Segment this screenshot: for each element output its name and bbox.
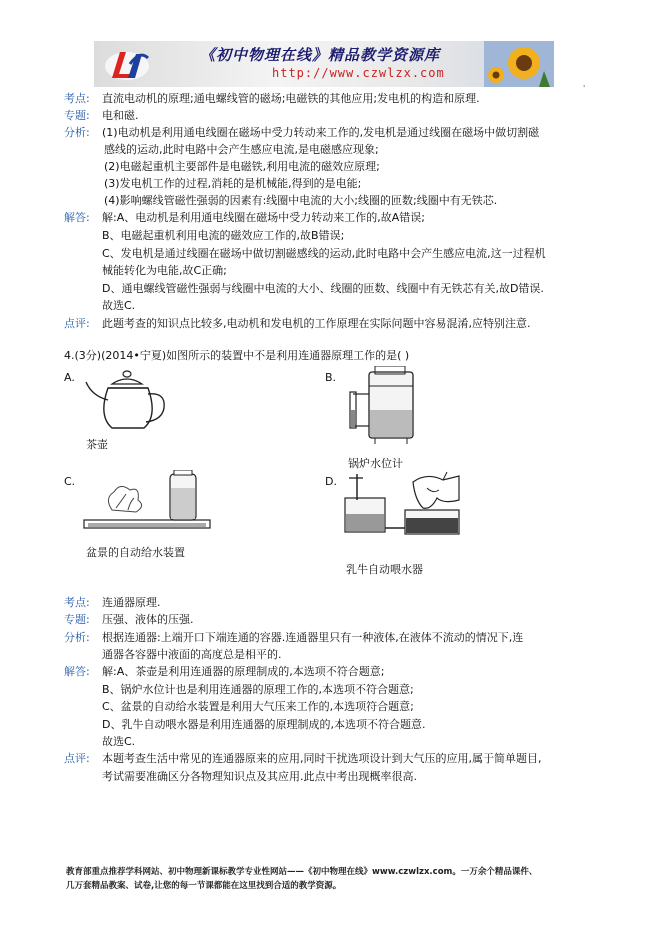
- q3-jieda-line: B、电磁起重机利用电流的磁效应工作的,故B错误;: [102, 229, 345, 242]
- q3-kaodian-row: [64, 92, 480, 106]
- q3-fenxi-line: (4)影响螺线管磁性强弱的因素有:线圈中电流的大小;线圈的匝数;线圈中有无铁芯.: [104, 194, 498, 207]
- q4-zhuanti-row: [64, 613, 194, 627]
- teapot-icon: [82, 366, 192, 436]
- q4-zhuanti-text: 压强、液体的压强.: [102, 613, 194, 626]
- option-b-caption: 锅炉水位计: [348, 457, 403, 470]
- fenxi-label: 分析:: [64, 631, 90, 644]
- q3-fenxi-line: (2)电磁起重机主要部件是电磁铁,利用电流的磁效应原理;: [104, 160, 380, 173]
- dianping-label: 点评:: [64, 752, 90, 765]
- q3-fenxi-line: 感线的运动,此时电路中会产生感应电流,是电磁感应现象;: [104, 143, 379, 156]
- dianping-label: 点评:: [64, 317, 90, 330]
- q4-jieda-line: D、乳牛自动喂水器是利用连通器的原理制成的,本选项不符合题意.: [102, 718, 426, 731]
- boiler-gauge-icon: [345, 366, 425, 446]
- q4-question: 4.(3分)(2014•宁夏)如图所示的装置中不是利用连通器原理工作的是( ): [64, 349, 410, 362]
- sunflower-icon: [484, 41, 554, 87]
- fenxi-label: 分析:: [64, 126, 90, 139]
- header-banner: [94, 41, 554, 87]
- q3-dianping-row: [64, 317, 531, 331]
- q4-fenxi-line: 根据连通器:上端开口下端连通的容器.连通器里只有一种液体,在液体不流动的情况下,连: [102, 631, 524, 644]
- footer-line: 教育部重点推荐学科网站、初中物理新课标教学专业性网站——《初中物理在线》www.czwlzx.com。一万余个精品课件、: [66, 867, 538, 877]
- q3-fenxi-line: (3)发电机工作的过程,消耗的是机械能,得到的是电能;: [104, 177, 362, 190]
- q3-zhuanti-text: 电和磁.: [102, 109, 139, 122]
- q3-jieda-line: 解:A、电动机是利用通电线圈在磁场中受力转动来工作的,故A错误;: [102, 211, 425, 224]
- kaodian-label: 考点:: [64, 92, 90, 105]
- option-d-letter: D.: [325, 475, 337, 488]
- option-c-caption: 盆景的自动给水装置: [86, 546, 185, 559]
- q4-fenxi-line: 通器各容器中液面的高度总是相平的.: [102, 648, 282, 661]
- jieda-label: 解答:: [64, 211, 90, 224]
- q3-fenxi-row: [64, 126, 539, 140]
- q4-jieda-row: [64, 665, 384, 679]
- option-c-letter: C.: [64, 475, 76, 488]
- q4-fenxi-row: [64, 631, 523, 645]
- q4-jieda-line: 故选C.: [102, 735, 136, 748]
- cow-water-feeder-icon: [343, 470, 463, 540]
- q4-kaodian-text: 连通器原理.: [102, 596, 161, 609]
- site-logo-icon: [102, 44, 152, 84]
- kaodian-label: 考点:: [64, 596, 90, 609]
- q3-dianping-text: 此题考查的知识点比较多,电动机和发电机的工作原理在实际问题中容易混淆,应特别注意.: [102, 317, 531, 330]
- q4-jieda-line: B、锅炉水位计也是利用连通器的原理工作的,本选项不符合题意;: [102, 683, 414, 696]
- header-mark: ': [583, 84, 586, 93]
- q3-zhuanti-row: [64, 109, 139, 123]
- q4-kaodian-row: [64, 596, 161, 610]
- q4-dianping-line: 考试需要准确区分各物理知识点及其应用.此点中考出现概率很高.: [102, 770, 417, 783]
- q3-jieda-line: D、通电螺线管磁性强弱与线圈中电流的大小、线圈的匝数、线圈中有无铁芯有关,故D错误.: [102, 282, 544, 295]
- q3-jieda-line: C、发电机是通过线圈在磁场中做切割磁感线的运动,此时电路中会产生感应电流,这一过程机: [102, 247, 546, 260]
- q4-dianping-row: [64, 752, 542, 766]
- q3-fenxi-line: (1)电动机是利用通电线圈在磁场中受力转动来工作的,发电机是通过线圈在磁场中做切割磁: [102, 126, 540, 139]
- zhuanti-label: 专题:: [64, 613, 90, 626]
- q4-jieda-line: 解:A、茶壶是利用连通器的原理制成的,本选项不符合题意;: [102, 665, 385, 678]
- q3-kaodian-text: 直流电动机的原理;通电螺线管的磁场;电磁铁的其他应用;发电机的构造和原理.: [102, 92, 480, 105]
- banner-title: 《初中物理在线》精品教学资源库: [200, 46, 441, 64]
- option-a-caption: 茶壶: [86, 438, 108, 451]
- option-d-caption: 乳牛自动喂水器: [346, 563, 423, 576]
- q3-jieda-line: 故选C.: [102, 299, 136, 312]
- jieda-label: 解答:: [64, 665, 90, 678]
- q4-dianping-line: 本题考查生活中常见的连通器原来的应用,同时干扰选项设计到大气压的应用,属于简单题目,: [102, 752, 542, 765]
- option-b-letter: B.: [325, 371, 337, 384]
- footer-line: 几万套精品教案、试卷,让您的每一节课都能在这里找到合适的教学资源。: [66, 881, 342, 891]
- q3-jieda-row: [64, 211, 425, 225]
- q3-jieda-line: 械能转化为电能,故C正确;: [102, 264, 227, 277]
- q4-jieda-line: C、盆景的自动给水装置是利用大气压来工作的,本选项符合题意;: [102, 700, 414, 713]
- option-a-letter: A.: [64, 371, 75, 384]
- zhuanti-label: 专题:: [64, 109, 90, 122]
- bonsai-water-device-icon: [82, 470, 222, 540]
- banner-url[interactable]: http://www.czwlzx.com: [272, 66, 445, 80]
